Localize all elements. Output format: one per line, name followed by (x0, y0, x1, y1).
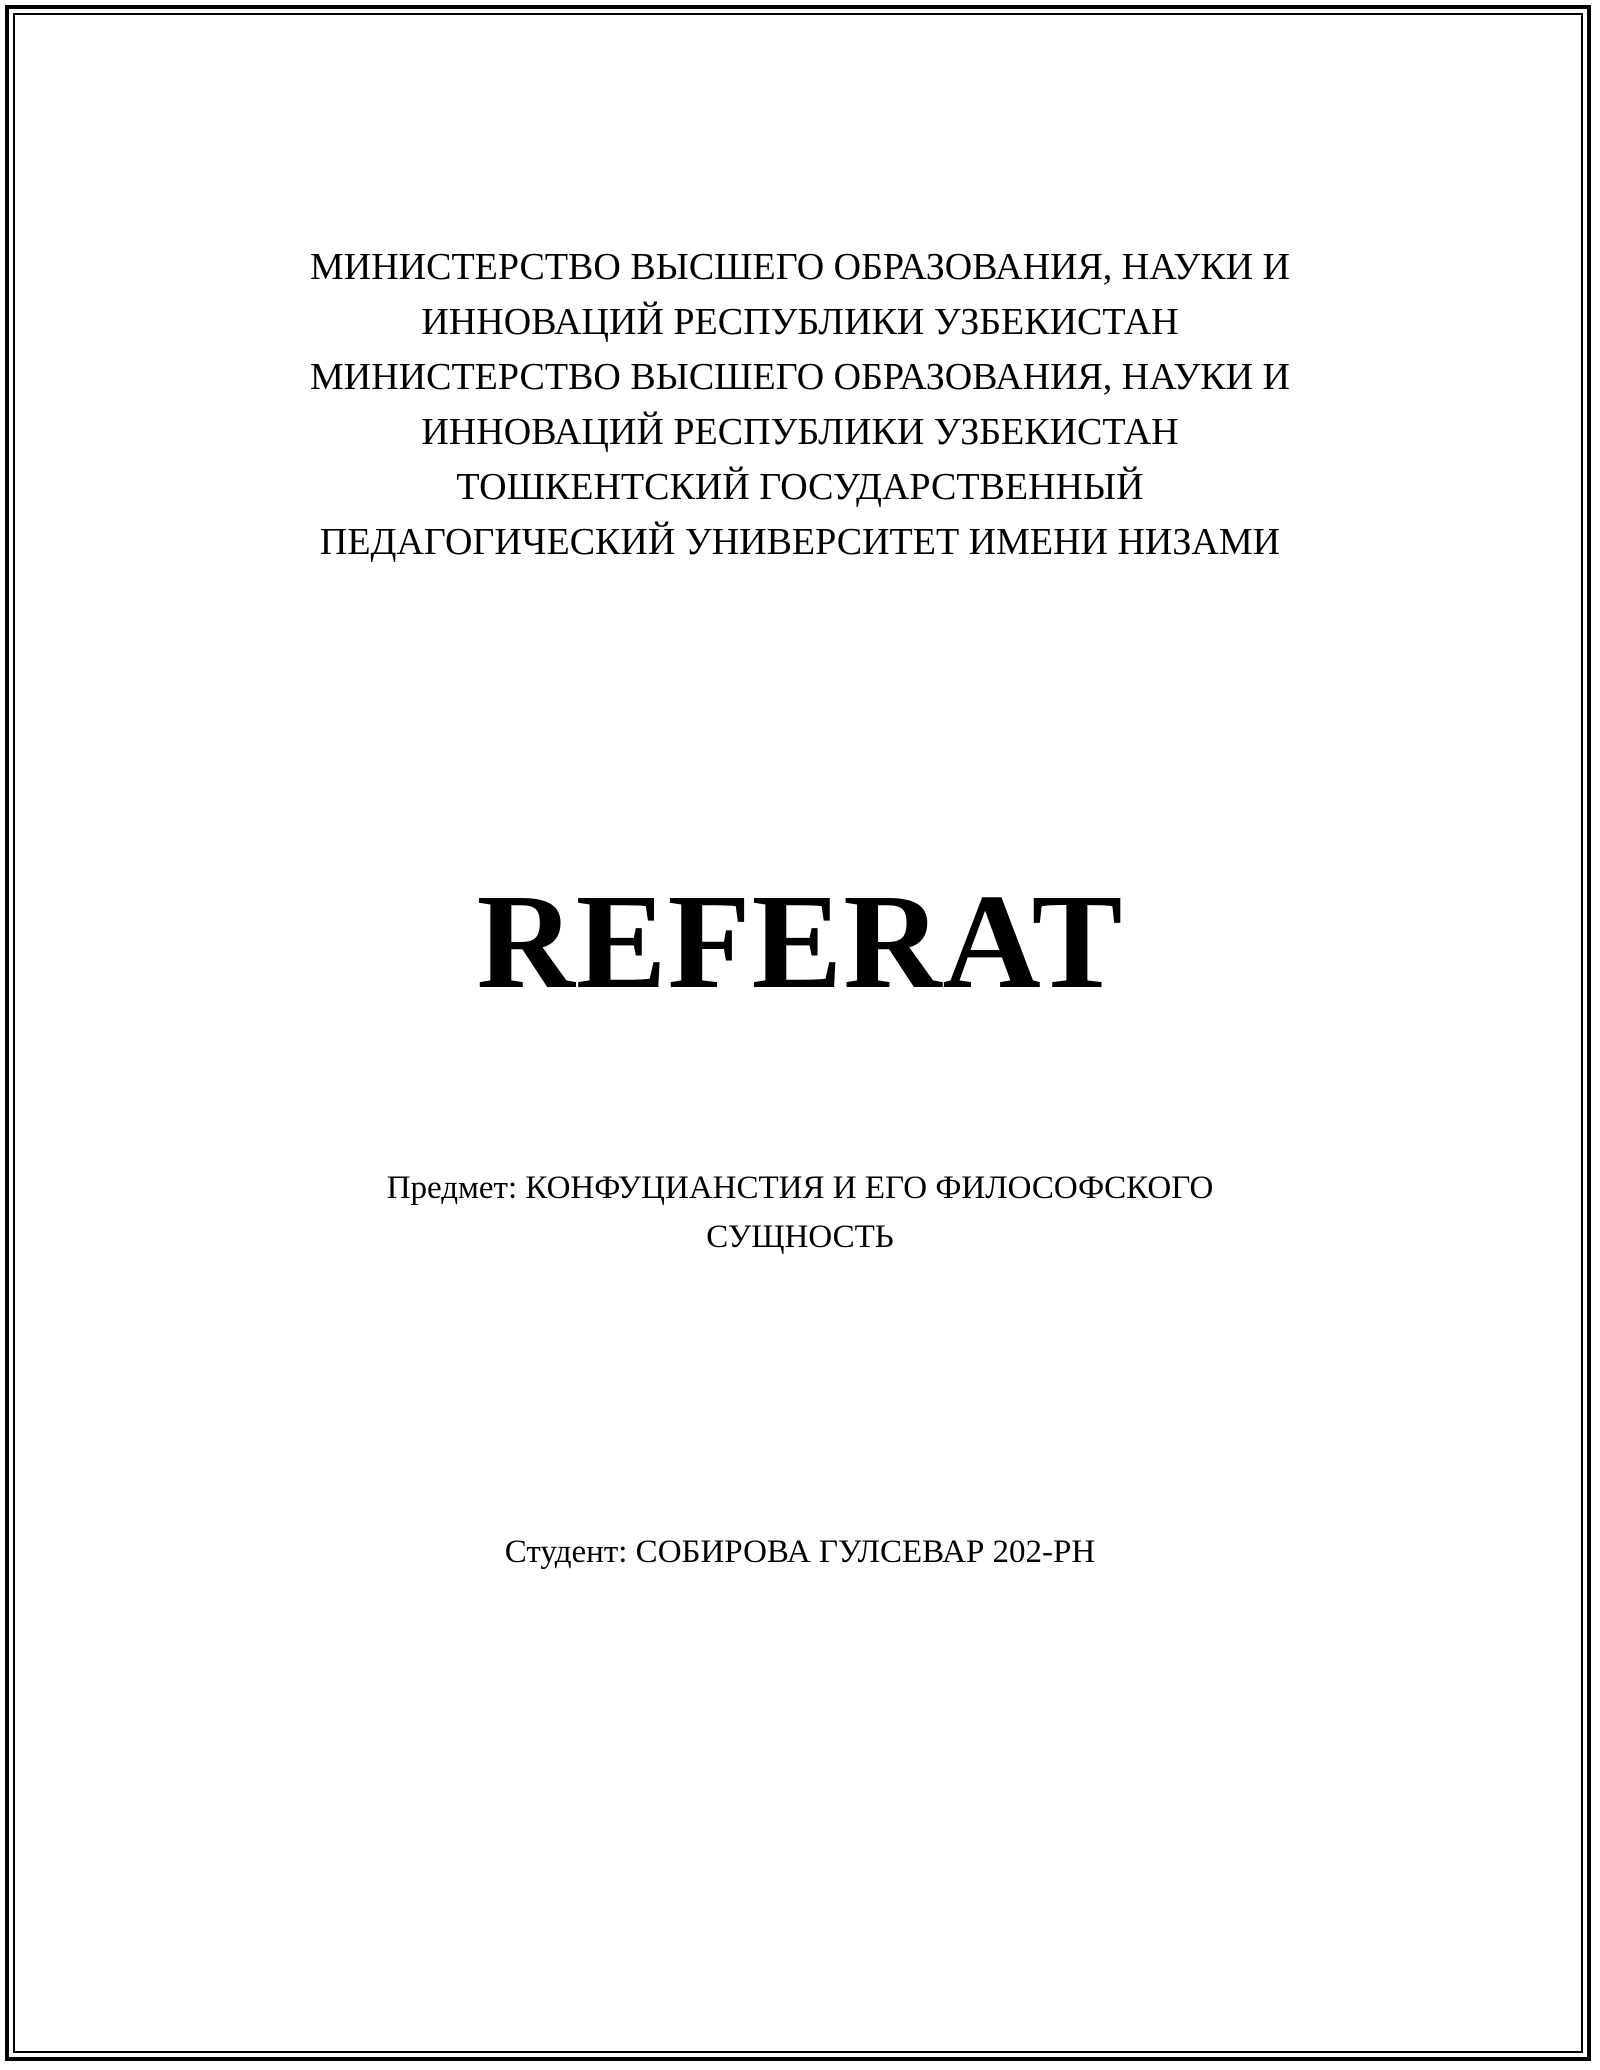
header-line-4: ИННОВАЦИЙ РЕСПУБЛИКИ УЗБЕКИСТАН (421, 411, 1179, 453)
header-line-2: ИННОВАЦИЙ РЕСПУБЛИКИ УЗБЕКИСТАН (421, 301, 1179, 343)
header-line-3: МИНИСТЕРСТВО ВЫСШЕГО ОБРАЗОВАНИЯ, НАУКИ И (310, 356, 1290, 398)
student-line: Студент: СОБИРОВА ГУЛСЕВАР 202-РН (504, 1534, 1096, 1570)
student-block (0, 1527, 1600, 1577)
subject-line-2: СУЩНОСТЬ (706, 1219, 894, 1255)
document-title: REFERAT (476, 867, 1124, 1017)
subject-block (0, 1164, 1600, 1262)
institution-header (0, 240, 1600, 570)
header-line-1: МИНИСТЕРСТВО ВЫСШЕГО ОБРАЗОВАНИЯ, НАУКИ И (310, 246, 1290, 288)
header-line-6: ПЕДАГОГИЧЕСКИЙ УНИВЕРСИТЕТ ИМЕНИ НИЗАМИ (319, 521, 1281, 563)
header-line-5: ТОШКЕНТСКИЙ ГОСУДАРСТВЕННЫЙ (456, 466, 1144, 508)
subject-line-1: Предмет: КОНФУЦИАНСТИЯ И ЕГО ФИЛОСОФСКОГО (386, 1170, 1214, 1206)
